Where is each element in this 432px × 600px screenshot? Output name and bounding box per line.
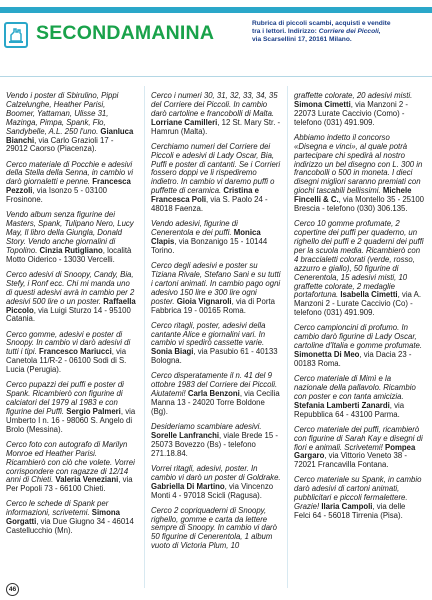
classified-ad [151, 465, 281, 501]
ad-text: Cerco degli adesivi e poster su Tiziana Rivale, Stefano Sani e su tutti i cartoni animati. In cambio pago ogni adesivo 150 lire e 300 lire ogni poster. [151, 260, 281, 306]
column-divider [287, 86, 288, 588]
ad-name: Simona Gorgatti [6, 508, 120, 527]
ad-address: , 12 St. Mary Str. - Hamrun (Malta). [151, 117, 281, 136]
classified-ad [6, 211, 136, 264]
ad-text: Cerco foto con autografo di Marilyn Monroe ed Heather Parisi. Ricambierò con ciò che volete. Vorrei corrispondere con ragazze di 12/14 anni di Chieti. [6, 439, 135, 485]
classified-ad [6, 92, 136, 154]
ad-name: Cristina e Francesca Poli [151, 186, 259, 205]
classified-ad [294, 92, 424, 128]
ad-name: Francesca Pezzoli [6, 177, 131, 196]
subtitle-line-1: Rubrica di piccoli scambi, acquisti e vendite [252, 20, 391, 27]
column-1 [6, 92, 136, 542]
classified-ad [6, 331, 136, 376]
subtitle-address: via Scarsellini 17, 20161 Milano. [252, 36, 352, 43]
ad-name: Valeria Veneziani [55, 475, 119, 485]
classified-ad [151, 507, 281, 552]
ad-name: Pompea Gargaro [294, 442, 416, 461]
column-3 [294, 92, 424, 527]
ad-text: Cerco campioncini di profumo. In cambio darò figurine di Lady Oscar, cartoline d'Italia e gomme profumate. [294, 323, 423, 351]
ad-address: , via Isonzo 5 - 03100 Frosinone. [6, 186, 107, 205]
classified-ad [294, 220, 424, 318]
ad-address: , via Dacia 23 - 00183 Roma. [294, 350, 412, 368]
ad-text: Cerco materiale dei puffi, ricambierò con figurine di Sarah Kay e disegni di fiori e animali. Scrivetemi! [294, 424, 423, 452]
classified-ad [294, 375, 424, 420]
top-color-band [0, 7, 432, 13]
column-divider [144, 86, 145, 588]
ad-address: , via Cecilia Manna 13 - 24020 Torre Boldone (Bg). [151, 389, 280, 416]
ad-text: Cerco adesivi di Snoopy, Candy, Bia, Stefy, i Ronf ecc. Chi mi manda uno di questi adesivi avrà in cambio per 2 adesivi 500 lire o un poster. [6, 269, 135, 306]
ad-name: Monica Clapis [151, 228, 261, 246]
ad-name: Sonia Biagi [151, 347, 194, 357]
classified-ad [151, 322, 281, 367]
header-rule [0, 76, 432, 77]
ad-text: Cerco 2 copriquaderni di Snoopy, righello, gomme e carta da lettere sempre di Snoopy. In cambio vi darò 50 figurine di Cenerentola, 1 album vuoto di Victoria Plum, 10 [151, 505, 277, 551]
ad-address: , via Montello 35 - 25100 Brescia - telefono (030) 306.135. [294, 195, 425, 214]
page-number: 46 [6, 583, 19, 596]
classified-ad [151, 92, 281, 137]
classified-ad [151, 372, 281, 417]
ad-name: Sorelle Lanfranchi [151, 430, 220, 440]
classified-ad [6, 441, 136, 494]
ad-address: , località Motto Oiderico - 13030 Vercelli. [6, 245, 132, 264]
ad-address: , via Canetola 11/R-2 - 06100 Sodi di S. Lucia (Perugia). [6, 347, 127, 375]
ad-address: , viale Brede 15 - 25073 Bovezzo (Bs) - telefono 271.18.84. [151, 430, 278, 458]
ad-name: Carla Benzoni [187, 389, 240, 399]
ad-address: , via Bonzanigo 15 - 10144 Torino. [151, 236, 268, 255]
ad-text: Vorrei ritagli, adesivi, poster. In cambio vi darò un poster di Goldrake. [151, 463, 281, 482]
subtitle-line-2: tra i lettori. Indirizzo: [252, 28, 317, 35]
ad-name: Francesco Mariucci [38, 347, 112, 357]
ad-name: Simonetta Di Meo [294, 350, 360, 360]
section-title: SECONDAMANINA [36, 22, 215, 44]
ad-address: , via Vincenzo Monti 4 - 97018 Scicli (Ragusa). [151, 481, 274, 500]
ad-text: Vendo adesivi, figurine di Cenerentola e dei puffi. [151, 219, 238, 238]
secondamanina-logo-icon [4, 22, 28, 48]
ad-text: Abbiamo indetto il concorso «Disegna e vinci», al quale potrà partecipare chi spedirà al nostro indirizzo un bel disegno con L. 300 in francobolli o 500 in moneta. I dieci disegni migliori saranno premiati con giochi tascabili bellissimi. [294, 132, 423, 196]
ad-address: , via Repubblica 64 - 43100 Parma. [294, 400, 405, 419]
ad-text: graffette colorate, 20 adesivi misti. [294, 91, 413, 100]
ad-text: Cerco gomme, adesivi e poster di Snoopy. In cambio vi darò adesivi di tutti i tipi. [6, 329, 131, 357]
ad-text: Cerco disperatamente il n. 41 del 9 ottobre 1983 del Corriere dei Piccoli. Aiutatemi! [151, 371, 278, 399]
ad-name: Simona Cimetti [294, 99, 351, 109]
ad-name: Raffaella Piccolo [6, 296, 136, 315]
classified-ad [294, 324, 424, 369]
ad-name: Ilaria Campoli [321, 502, 373, 512]
ad-name: Sergio Palmeri [66, 406, 121, 416]
ad-address: , via Due Giugno 34 - 46014 Castellucchio (Mn). [6, 517, 134, 536]
classified-ad [151, 143, 281, 214]
ad-text: Cerco 10 gomme profumate, 2 copertine dei puffi per quaderno, un righello dei puffi e 2 quaderni dei puffi per la scuola media. Ricambierò con 4 braccialetti colorati (verde, rosso, azzurro e giallo), 50 figurine di Cenerentola, 15 adesivi misti, 10 graffette colorate, 2 medaglie portafortuna. [294, 219, 424, 300]
ad-address: , via Vittorio Veneto 38 - 72021 Francavilla Fontana. [294, 451, 407, 470]
classified-ad [6, 271, 136, 324]
classified-ad [294, 426, 424, 471]
ad-text: Cerco pupazzi dei puffi e poster di Spank. Ricambierò con figurine di calciatori del 1979 al 1983 e con figurine dei Puffi. [6, 380, 124, 416]
ad-address: , via Manzoni 2 - 22073 Lurate Caccivio (Como) - telefono (031) 491.909. [294, 99, 408, 127]
ad-text: Vendo i poster di Sbirulino, Pippi Calzelunghe, Heather Parisi, Boomer, Yattaman, Ulisse 31, Mazinga, Pimpa, Spank, Flo, Sandybelle, A.L. 250 l'uno. [6, 91, 119, 136]
classified-ad [151, 423, 281, 459]
column-2 [151, 92, 281, 557]
ad-text: Cerchiamo numeri del Corriere dei Piccoli e adesivi di Lady Oscar, Bia, Puffi e poster di cantanti. Se i Corrieri fossero doppi ve li rispediremo indietro. In cambio vi daremo puffi o puffette di ceramica. [151, 141, 281, 196]
ad-name: Stefania Lamberti Zanardi [294, 400, 390, 410]
ad-text: Cerco ritagli, poster, adesivi della cantante Alice e giornalini vari. In cambio vi spedirò cassette varie. [151, 320, 266, 348]
classified-ad [6, 500, 136, 536]
ad-address: , via Carlo Grazioli 17 - 29012 Caorso (Piacenza). [6, 135, 114, 154]
ad-text: Cerco i numeri 30, 31, 32, 33, 34, 35 del Corriere dei Piccoli. In cambio darò cartoline e francobolli di Malta. [151, 91, 278, 118]
ad-text: Vendo album senza figurine dei Masters, Spank, Tulipano Nero, Lucy May, Il libro della Giungla, Donald Story. Vendo anche giornalini di Topolino. [6, 210, 134, 255]
ad-address: , via Per Popoli 73 - 66100 Chieti. [6, 475, 133, 494]
ad-name: Cinzia Rutigliano [39, 245, 103, 255]
ad-address: , via delle Felci 64 - 56018 Tirrenia (Pisa). [294, 502, 406, 521]
ad-name: Lorriane Camilleri [151, 117, 218, 127]
ad-address: , via S. Paolo 24 - 48018 Faenza. [151, 195, 268, 214]
ad-address: , via di Porta Fabbrica 19 - 00165 Roma. [151, 296, 275, 315]
classified-ad [151, 220, 281, 256]
subtitle-magazine: Corriere dei Piccoli, [318, 28, 381, 35]
ad-name: Isabella Cimetti [340, 290, 398, 300]
classified-ad [294, 476, 424, 521]
ad-name: Gioia Vignaroli [176, 296, 232, 306]
classified-ad [294, 134, 424, 214]
ad-address: , via Luigi Sturzo 14 - 95100 Catania. [6, 305, 131, 324]
ad-address: , via A. Manzoni 2 - Lurate Caccivio (Co) - telefono (031) 491.909. [294, 290, 421, 318]
section-header [2, 18, 430, 62]
ad-text: Cerco materiale di Mimì e la nazionale della pallavolo. Ricambio con poster e con tanta amicizia. [294, 374, 416, 401]
ad-name: Michele Fincelli & C. [294, 186, 412, 205]
classified-ad [6, 381, 136, 434]
ad-text: Desideriamo scambiare adesivi. [151, 422, 262, 432]
classified-ad [6, 161, 136, 206]
classified-ad [151, 262, 281, 315]
ad-name: Gianluca Bianchi [6, 126, 134, 145]
ad-address: , via Pasubio 61 - 40133 Bologna. [151, 347, 278, 366]
ad-name: Gabriella Di Martino [151, 481, 225, 491]
section-subtitle [252, 20, 430, 44]
ad-address: , via Umberto I n. 16 - 98060 S. Angelo di Brolo (Messina). [6, 406, 136, 434]
ad-text: Cerco materiale su Spank, in cambio darò adesivi di cartoni animati, pubblicitari e piccoli fermalettere. Grazie! [294, 475, 422, 512]
ad-text: Cerco le schede di Spank per informazioni, scrivetemi. [6, 499, 109, 518]
ad-text: Cerco materiale di Pocchie e adesivi della Stella della Senna, in cambio vi darò giornaletti e penne. [6, 159, 133, 187]
